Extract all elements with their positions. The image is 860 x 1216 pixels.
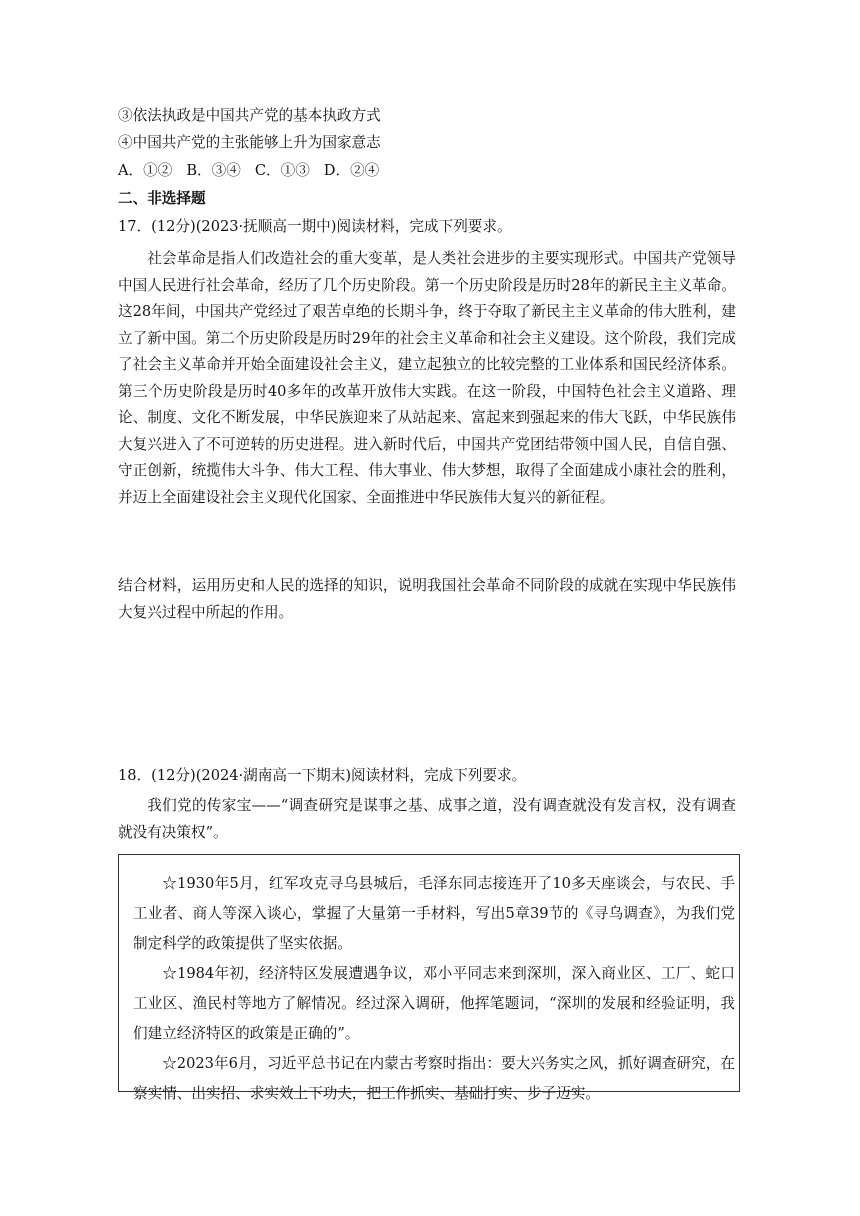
choice-a: A．①②: [118, 162, 173, 179]
choice-b: B．③④: [186, 162, 241, 179]
option-item-4: ④中国共产党的主张能够上升为国家意志: [118, 134, 381, 151]
material-item-1984: ☆1984年初，经济特区发展遭遇争议，邓小平同志来到深圳，深入商业区、工厂、蛇口工业区、渔民村等地方了解情况。经过深入调研，他挥笔题词，“深圳的发展和经验证明，我们建立经济特区的政策是正确的”。: [133, 965, 735, 1042]
choice-c: C．①③: [254, 162, 310, 179]
question-17-prompt: 结合材料，运用历史和人民的选择的知识，说明我国社会革命不同阶段的成就在实现中华民族伟大复兴过程中所起的作用。: [118, 577, 736, 621]
question-18-header: 18．(12分)(2024·湖南高一下期末)阅读材料，完成下列要求。: [118, 767, 527, 784]
choice-d: D．②④: [323, 162, 380, 179]
option-item-3: ③依法执政是中国共产党的基本执政方式: [118, 107, 381, 124]
question-17-header: 17．(12分)(2023·抚顺高一期中)阅读材料，完成下列要求。: [118, 218, 512, 235]
material-box: [118, 854, 740, 1102]
material-item-2023: ☆2023年6月，习近平总书记在内蒙古考察时指出：要大兴务实之风，抓好调查研究，在察实情、出实招、求实效上下功夫，把工作抓实、基础打实、步子迈实。: [133, 1055, 735, 1102]
question-17-material: 社会革命是指人们改造社会的重大变革，是人类社会进步的主要实现形式。中国共产党领导中国人民进行社会革命，经历了几个历史阶段。第一个历史阶段是历时28年的新民主主义革命。这28年间，中国共产党经过了艰苦卓绝的长期斗争，终于夺取了新民主主义革命的伟大胜利，建立了新中国。第二个历史阶段是历时29年的社会主义革命和社会主义建设。这个阶段，我们完成了社会主义革命并开始全面建设社会主义，建立起独立的比较完整的工业体系和国民经济体系。第三个历史阶段是历时40多年的改革开放伟大实践。在这一阶段，中国特色社会主义道路、理论、制度、文化不断发展，中华民族迎来了从站起来、富起来到强起来的伟大飞跃，中华民族伟大复兴进入了不可逆转的历史进程。进入新时代后，中国共产党团结带领中国人民，自信自强、守正创新，统揽伟大斗争、伟大工程、伟大事业、伟大梦想，取得了全面建成小康社会的胜利，并迈上全面建设社会主义现代化国家、全面推进中华民族伟大复兴的新征程。: [118, 250, 736, 506]
section-heading: 二、非选择题: [118, 190, 206, 207]
material-item-1930: ☆1930年5月，红军攻克寻乌县城后，毛泽东同志接连开了10多天座谈会，与农民、手工业者、商人等深入谈心，掌握了大量第一手材料，写出5章39节的《寻乌调查》，为我们党制定科学的政策提供了坚实依据。: [133, 875, 735, 952]
question-18-intro: 我们党的传家宝——“调查研究是谋事之基、成事之道，没有调查就没有发言权，没有调查就没有决策权”。: [118, 797, 736, 841]
answer-choices: [118, 161, 738, 181]
